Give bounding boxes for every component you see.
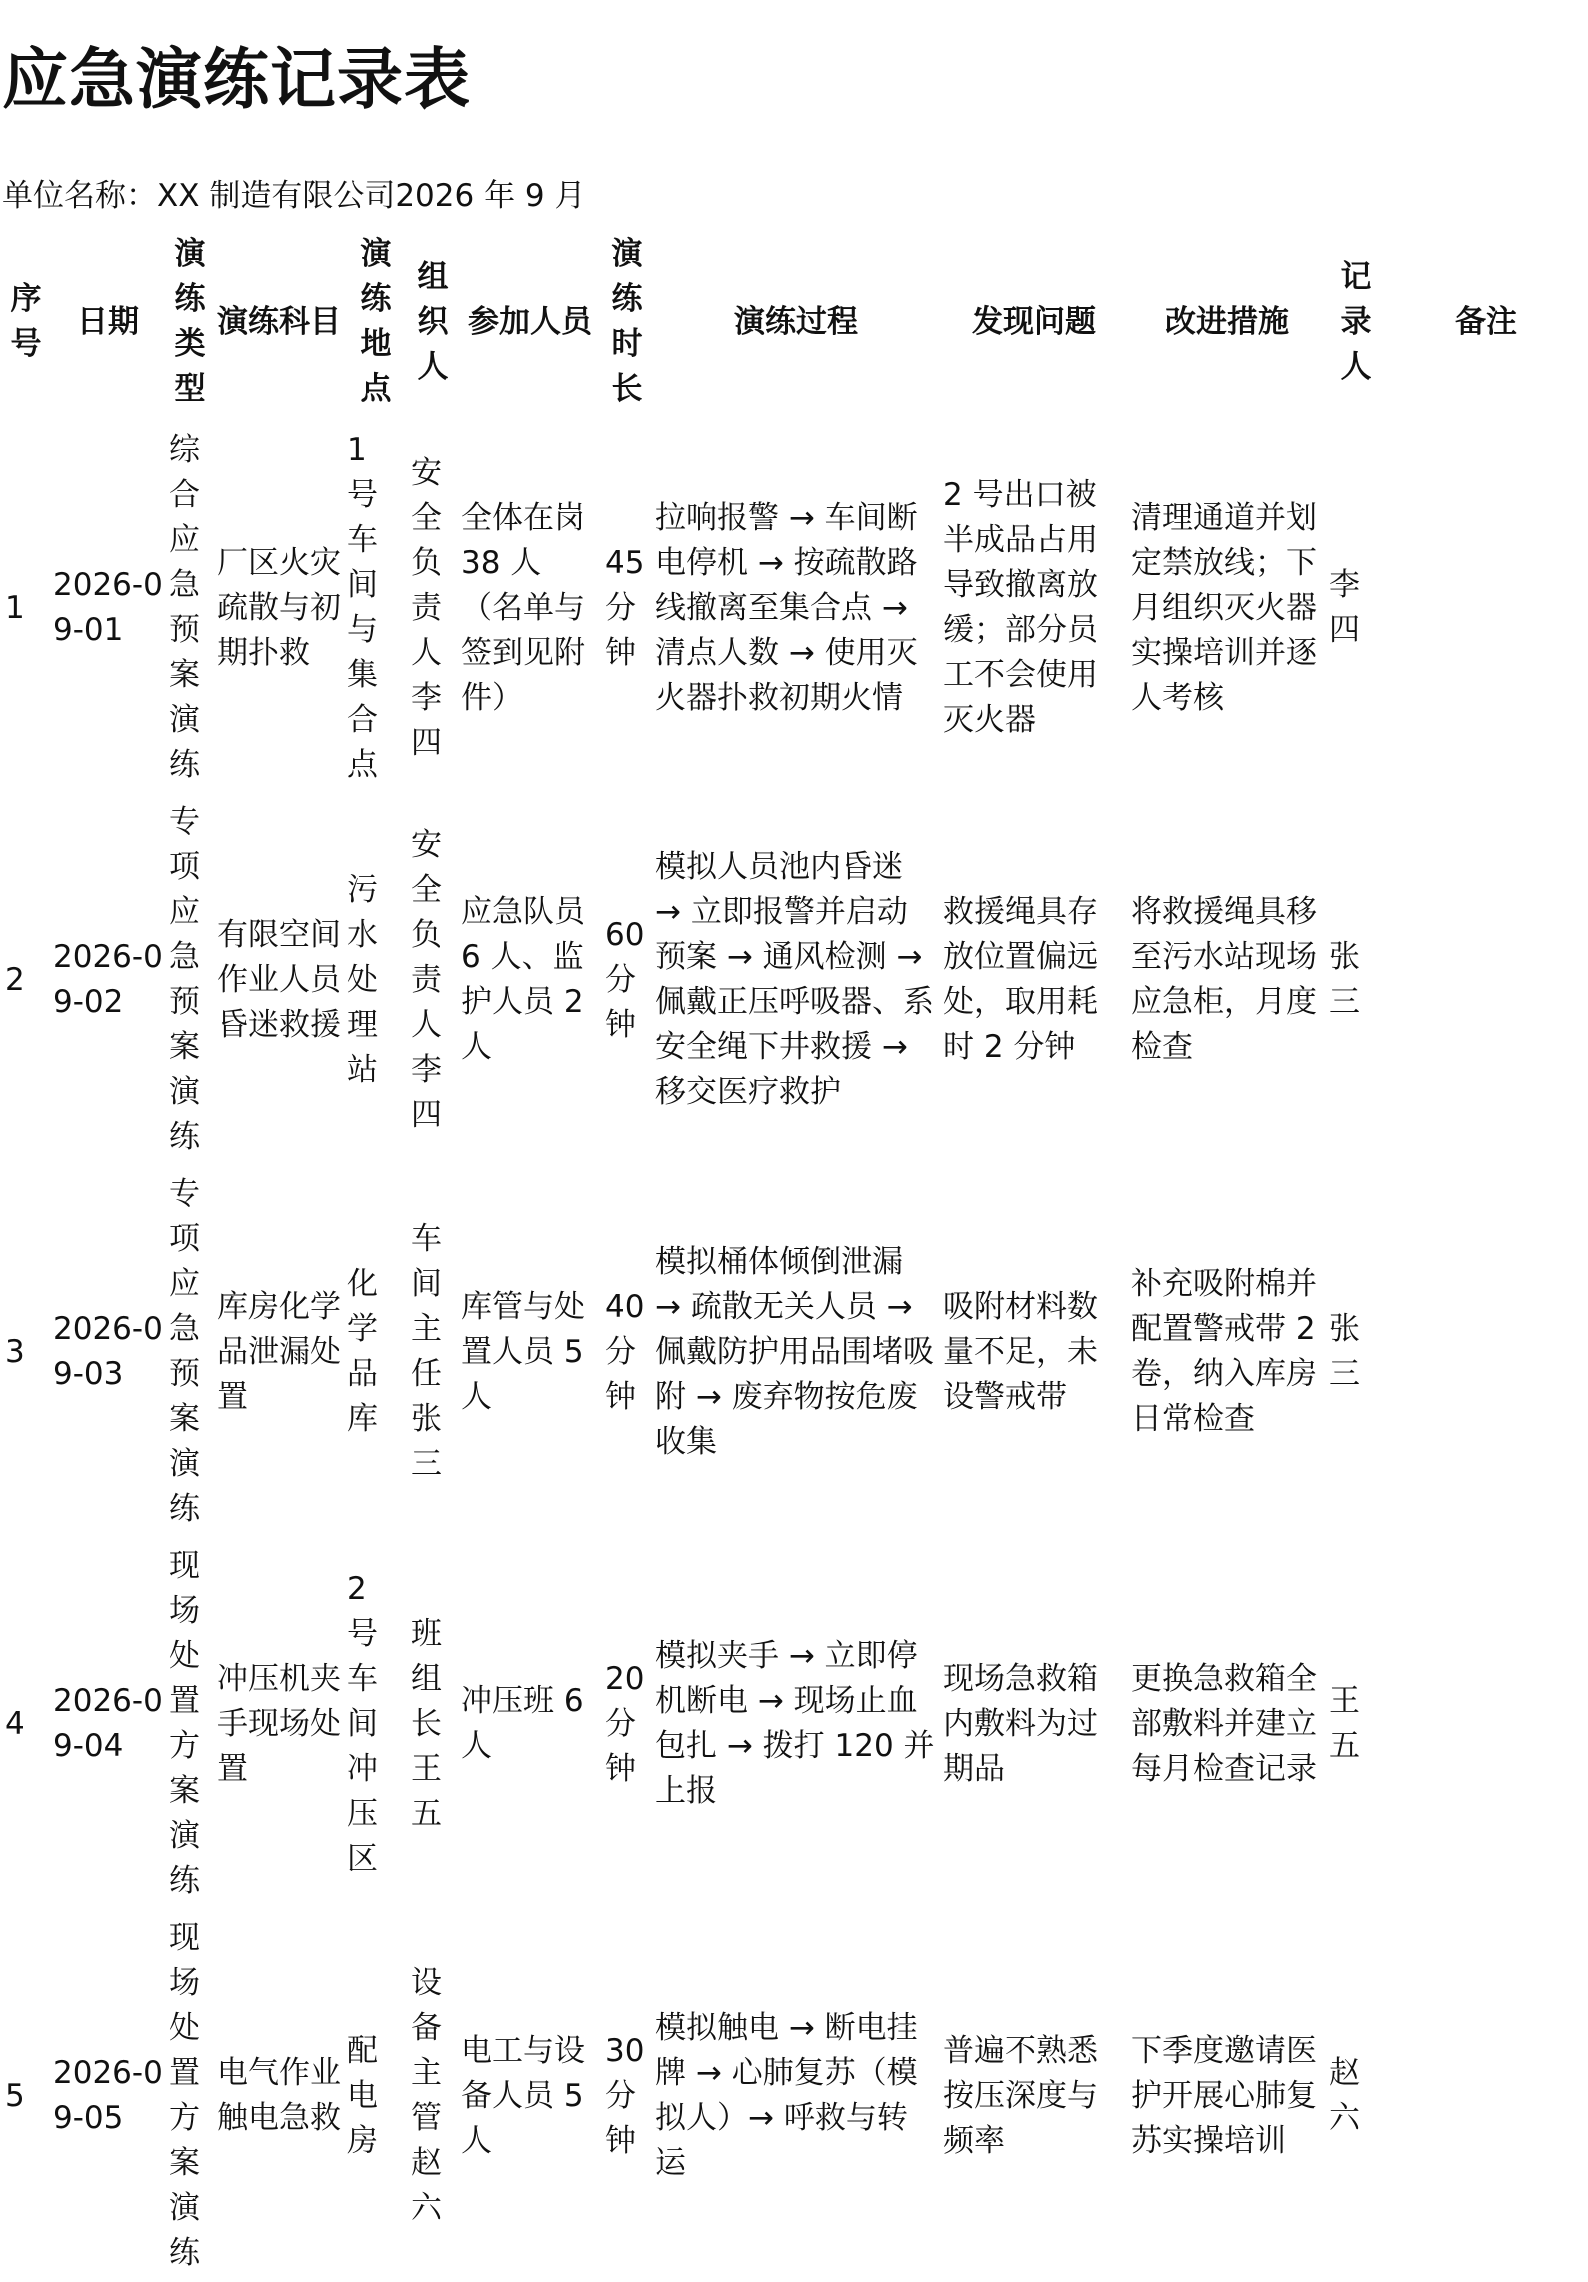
cell-recorder: 赵六 bbox=[1329, 2055, 1360, 2136]
header-row bbox=[2, 228, 1586, 422]
cell-participants: 冲压班 6 人 bbox=[461, 1683, 584, 1764]
cell-subject: 厂区火灾疏散与初期扑救 bbox=[217, 544, 341, 671]
cell-process: 拉响报警 → 车间断电停机 → 按疏散路线撤离至集合点 → 清点人数 → 使用灭火器扑救初期火情 bbox=[655, 499, 918, 716]
cell-issues: 普遍不熟悉按压深度与频率 bbox=[943, 2032, 1098, 2159]
header-type: 演练类型 bbox=[174, 236, 206, 407]
cell-seq: 5 bbox=[5, 2077, 25, 2114]
header-date: 日期 bbox=[77, 303, 139, 340]
cell-duration: 60 分钟 bbox=[605, 916, 645, 1043]
cell-type: 现场处置方案演练 bbox=[169, 1920, 200, 2271]
header-seq: 序号 bbox=[10, 281, 42, 362]
cell-organizer: 安全负责人李四 bbox=[411, 826, 442, 1133]
header-remarks: 备注 bbox=[1455, 303, 1517, 340]
cell-date: 2026-09-05 bbox=[53, 2055, 163, 2136]
cell-location: 配电房 bbox=[347, 2032, 378, 2159]
cell-type: 专项应急预案演练 bbox=[169, 804, 200, 1155]
header-duration: 演练时长 bbox=[611, 236, 643, 407]
cell-subject: 冲压机夹手现场处置 bbox=[217, 1660, 341, 1787]
cell-duration: 20 分钟 bbox=[605, 1660, 645, 1787]
cell-recorder: 张三 bbox=[1329, 1311, 1360, 1392]
cell-remarks bbox=[1386, 1538, 1586, 1910]
cell-recorder: 李四 bbox=[1329, 567, 1360, 648]
cell-location: 1 号车间与集合点 bbox=[347, 432, 378, 783]
table-row bbox=[2, 1538, 1586, 1910]
cell-process: 模拟触电 → 断电挂牌 → 心肺复苏（模拟人）→ 呼救与转运 bbox=[655, 2010, 918, 2181]
document-subtitle: 单位名称：XX 制造有限公司2026 年 9 月 bbox=[2, 178, 586, 214]
cell-recorder: 王五 bbox=[1329, 1683, 1360, 1764]
header-improvements: 改进措施 bbox=[1165, 303, 1289, 340]
cell-location: 污水处理站 bbox=[347, 871, 378, 1088]
header-participants: 参加人员 bbox=[468, 303, 592, 340]
cell-participants: 应急队员 6 人、监护人员 2 人 bbox=[461, 894, 585, 1065]
cell-participants: 电工与设备人员 5 人 bbox=[461, 2032, 585, 2159]
cell-date: 2026-09-04 bbox=[53, 1683, 163, 1764]
header-issues: 发现问题 bbox=[972, 303, 1096, 340]
cell-type: 专项应急预案演练 bbox=[169, 1176, 200, 1527]
cell-remarks bbox=[1386, 1910, 1586, 2282]
cell-improvements: 清理通道并划定禁放线；下月组织灭火器实操培训并逐人考核 bbox=[1131, 499, 1317, 716]
table-row bbox=[2, 422, 1586, 794]
cell-location: 2 号车间冲压区 bbox=[347, 1570, 378, 1877]
cell-participants: 库管与处置人员 5 人 bbox=[461, 1288, 585, 1415]
cell-subject: 电气作业触电急救 bbox=[217, 2055, 341, 2136]
cell-improvements: 更换急救箱全部敷料并建立每月检查记录 bbox=[1131, 1660, 1317, 1787]
cell-remarks bbox=[1386, 794, 1586, 1166]
drill-record-table bbox=[2, 228, 1586, 2282]
cell-recorder: 张三 bbox=[1329, 939, 1360, 1020]
cell-improvements: 补充吸附棉并配置警戒带 2 卷，纳入库房日常检查 bbox=[1131, 1266, 1317, 1437]
cell-issues: 救援绳具存放位置偏远处，取用耗时 2 分钟 bbox=[943, 894, 1098, 1065]
cell-remarks bbox=[1386, 1166, 1586, 1538]
cell-process: 模拟夹手 → 立即停机断电 → 现场止血包扎 → 拨打 120 并上报 bbox=[655, 1638, 935, 1809]
cell-issues: 现场急救箱内敷料为过期品 bbox=[943, 1660, 1098, 1787]
document-title: 应急演练记录表 bbox=[2, 41, 471, 118]
cell-subject: 库房化学品泄漏处置 bbox=[217, 1288, 341, 1415]
header-location: 演练地点 bbox=[360, 236, 392, 407]
header-process: 演练过程 bbox=[734, 303, 858, 340]
cell-duration: 40 分钟 bbox=[605, 1288, 645, 1415]
cell-duration: 30 分钟 bbox=[605, 2032, 645, 2159]
cell-improvements: 下季度邀请医护开展心肺复苏实操培训 bbox=[1131, 2032, 1317, 2159]
header-recorder: 记录人 bbox=[1340, 258, 1372, 385]
table-row bbox=[2, 1910, 1586, 2282]
cell-location: 化学品库 bbox=[347, 1266, 378, 1437]
table-row bbox=[2, 1166, 1586, 1538]
cell-participants: 全体在岗 38 人（名单与签到见附件） bbox=[461, 499, 585, 716]
table-header bbox=[2, 228, 1586, 422]
cell-remarks bbox=[1386, 422, 1586, 794]
table-row bbox=[2, 794, 1586, 1166]
cell-date: 2026-09-02 bbox=[53, 939, 163, 1020]
cell-seq: 4 bbox=[5, 1705, 25, 1742]
cell-process: 模拟桶体倾倒泄漏 → 疏散无关人员 → 佩戴防护用品围堵吸附 → 废弃物按危废收集 bbox=[655, 1243, 934, 1460]
cell-organizer: 安全负责人李四 bbox=[411, 454, 442, 761]
cell-issues: 吸附材料数量不足，未设警戒带 bbox=[943, 1288, 1098, 1415]
cell-process: 模拟人员池内昏迷 → 立即报警并启动预案 → 通风检测 → 佩戴正压呼吸器、系安全绳下井救援 → 移交医疗救护 bbox=[655, 849, 934, 1110]
header-subject: 演练科目 bbox=[217, 303, 341, 340]
cell-organizer: 设备主管赵六 bbox=[411, 1965, 442, 2226]
cell-improvements: 将救援绳具移至污水站现场应急柜，月度检查 bbox=[1131, 894, 1317, 1065]
cell-type: 综合应急预案演练 bbox=[169, 432, 200, 783]
cell-issues: 2 号出口被半成品占用导致撤离放缓；部分员工不会使用灭火器 bbox=[943, 477, 1098, 738]
header-organizer: 组织人 bbox=[417, 258, 449, 385]
cell-type: 现场处置方案演练 bbox=[169, 1548, 200, 1899]
cell-subject: 有限空间作业人员昏迷救援 bbox=[217, 916, 341, 1043]
cell-seq: 1 bbox=[5, 589, 25, 626]
cell-organizer: 班组长王五 bbox=[411, 1615, 442, 1832]
cell-organizer: 车间主任张三 bbox=[411, 1221, 442, 1482]
table-body bbox=[2, 422, 1586, 2282]
cell-seq: 2 bbox=[5, 961, 25, 998]
cell-seq: 3 bbox=[5, 1333, 25, 1370]
cell-date: 2026-09-01 bbox=[53, 567, 163, 648]
cell-date: 2026-09-03 bbox=[53, 1311, 163, 1392]
cell-duration: 45 分钟 bbox=[605, 544, 645, 671]
